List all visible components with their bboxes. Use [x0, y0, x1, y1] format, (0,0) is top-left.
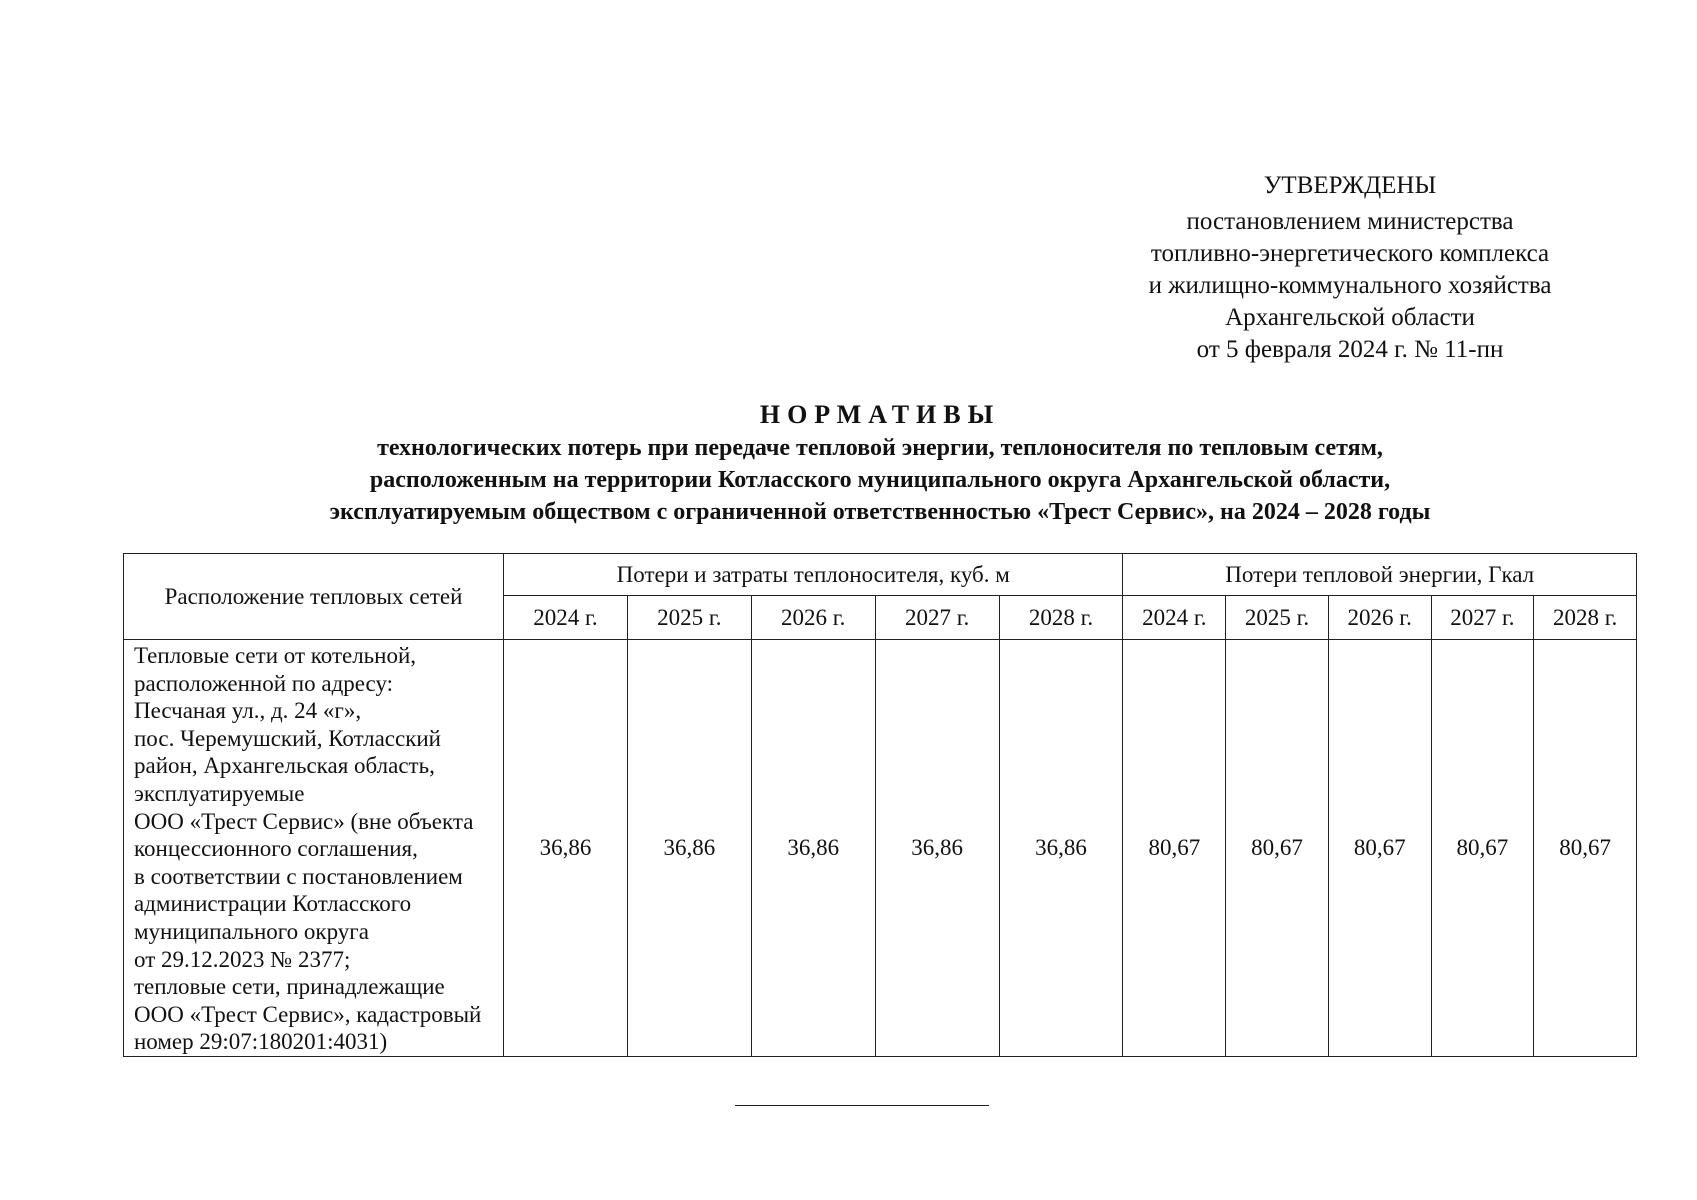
document-title: НОРМАТИВЫ: [759, 400, 1001, 429]
location-line: район, Архангельская область,: [134, 753, 435, 779]
approval-line: топливно-энергетического комплекса: [1150, 240, 1550, 267]
coolant-value-cell: 36,86: [999, 640, 1123, 1057]
location-cell: [124, 640, 504, 1057]
coolant-value-cell: 36,86: [751, 640, 875, 1057]
year-header: 2026 г.: [1328, 596, 1431, 640]
year-header: 2025 г.: [1226, 596, 1329, 640]
year-header: 2026 г.: [751, 596, 875, 640]
location-header: Расположение тепловых сетей: [124, 554, 504, 640]
location-line: расположенной по адресу:: [134, 670, 394, 696]
location-line: Песчаная ул., д. 24 «г»,: [134, 698, 362, 724]
year-header: 2027 г.: [1431, 596, 1534, 640]
location-line: ООО «Трест Сервис», кадастровый: [134, 1001, 482, 1027]
approval-heading: УТВЕРЖДЕНЫ: [1263, 172, 1437, 199]
location-line: муниципального округа: [134, 918, 369, 944]
heat-value-cell: 80,67: [1123, 640, 1226, 1057]
location-line: эксплуатируемые: [134, 780, 305, 806]
year-header: 2025 г.: [627, 596, 751, 640]
heat-value-cell: 80,67: [1328, 640, 1431, 1057]
approval-line: Архангельской области: [1225, 304, 1475, 331]
coolant-losses-header: Потери и затраты теплоносителя, куб. м: [504, 554, 1123, 596]
location-line: в соответствии с постановлением: [134, 863, 463, 889]
heat-value-cell: 80,67: [1534, 640, 1637, 1057]
year-header: 2024 г.: [1123, 596, 1226, 640]
coolant-value-cell: 36,86: [627, 640, 751, 1057]
year-header: 2024 г.: [504, 596, 628, 640]
location-line: администрации Котласского: [134, 891, 412, 917]
year-header: 2028 г.: [1534, 596, 1637, 640]
table-row: [124, 640, 1637, 1057]
location-line: от 29.12.2023 № 2377;: [134, 946, 351, 972]
location-line: концессионного соглашения,: [134, 836, 418, 862]
document-subtitle-line: эксплуатируемым обществом с ограниченной ответственностью «Трест Сервис», на 2024 – 2028 годы: [329, 499, 1431, 525]
location-line: Тепловые сети от котельной,: [134, 643, 417, 668]
year-header: 2028 г.: [999, 596, 1123, 640]
location-line: пос. Черемушский, Котласский: [134, 725, 441, 751]
end-divider: [735, 1105, 989, 1106]
coolant-value-cell: 36,86: [875, 640, 999, 1057]
coolant-value-cell: 36,86: [504, 640, 628, 1057]
approval-line: от 5 февраля 2024 г. № 11-пн: [1196, 336, 1504, 363]
table-header-row: [124, 554, 1637, 596]
location-line: тепловые сети, принадлежащие: [134, 974, 445, 1000]
document-title-block: [120, 398, 1640, 528]
norms-table: [123, 553, 1637, 1057]
approval-stamp: [1060, 170, 1640, 366]
location-line: номер 29:07:180201:4031): [134, 1029, 388, 1055]
heat-value-cell: 80,67: [1226, 640, 1329, 1057]
approval-line: и жилищно-коммунального хозяйства: [1148, 272, 1552, 299]
heat-losses-header: Потери тепловой энергии, Гкал: [1123, 554, 1637, 596]
approval-line: постановлением министерства: [1186, 208, 1514, 235]
location-line: ООО «Трест Сервис» (вне объекта: [134, 808, 474, 834]
heat-value-cell: 80,67: [1431, 640, 1534, 1057]
document-subtitle-line: технологических потерь при передаче тепловой энергии, теплоносителя по тепловым сетям,: [377, 435, 1383, 461]
document-subtitle-line: расположенным на территории Котласского муниципального округа Архангельской области,: [369, 467, 1391, 493]
year-header: 2027 г.: [875, 596, 999, 640]
